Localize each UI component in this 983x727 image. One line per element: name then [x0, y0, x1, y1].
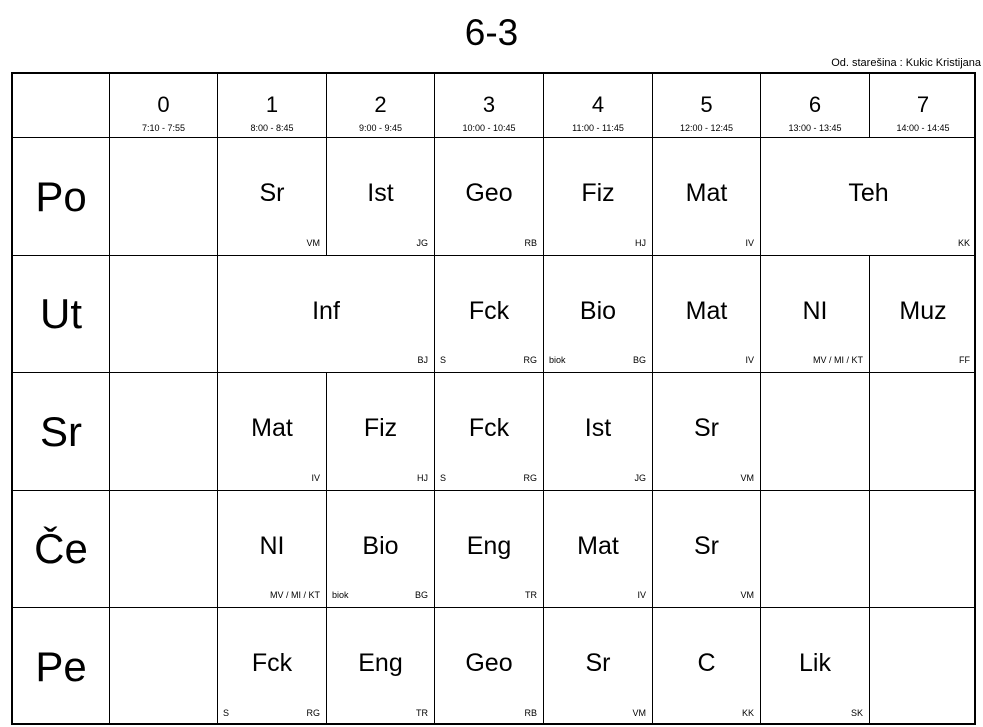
lesson-subject: NI	[259, 532, 285, 560]
lesson-cell[interactable]	[653, 138, 761, 256]
lesson-teacher: RB	[524, 238, 537, 248]
period-time: 8:00 - 8:45	[250, 123, 294, 133]
lesson-teacher: RG	[523, 355, 537, 365]
lesson-cell[interactable]	[544, 256, 653, 373]
period-header	[544, 74, 653, 138]
lesson-subject: Fck	[468, 297, 510, 325]
empty-cell	[110, 608, 218, 725]
lesson-cell[interactable]	[218, 138, 327, 256]
lesson-subject: Geo	[465, 649, 513, 677]
lesson-cell[interactable]	[761, 138, 976, 256]
lesson-cell[interactable]	[218, 373, 327, 491]
lesson-note: biok	[549, 355, 566, 365]
period-number: 6	[808, 92, 822, 117]
lesson-subject: NI	[802, 297, 828, 325]
period-number: 5	[700, 92, 713, 117]
lesson-teacher: BG	[632, 355, 646, 365]
lesson-subject: C	[697, 649, 716, 677]
page-title: 6-3	[464, 12, 519, 53]
lesson-teacher: JG	[416, 238, 428, 248]
lesson-cell[interactable]	[327, 138, 435, 256]
period-time: 9:00 - 9:45	[358, 123, 403, 133]
empty-cell	[761, 491, 870, 608]
period-time: 12:00 - 12:45	[679, 123, 734, 133]
lesson-teacher: KK	[741, 708, 754, 718]
lesson-teacher: VM	[740, 590, 754, 600]
period-header	[218, 74, 327, 138]
lesson-cell[interactable]	[435, 373, 544, 491]
lesson-teacher: MV / MI / KT	[269, 590, 320, 600]
empty-cell	[110, 256, 218, 373]
day-label: Sr	[40, 407, 82, 455]
period-number: 0	[157, 92, 170, 117]
period-number: 2	[374, 92, 387, 117]
lesson-subject: Fck	[251, 649, 293, 677]
lesson-note: biok	[332, 590, 349, 600]
period-header	[110, 74, 218, 138]
lesson-teacher: JG	[634, 473, 646, 483]
lesson-teacher: RB	[524, 708, 537, 718]
period-header	[435, 74, 544, 138]
lesson-teacher: MV / MI / KT	[812, 355, 863, 365]
period-number: 3	[482, 92, 496, 117]
lesson-subject: Inf	[312, 297, 340, 325]
lesson-teacher: VM	[632, 708, 646, 718]
lesson-cell[interactable]	[435, 138, 544, 256]
lesson-teacher: IV	[637, 590, 646, 600]
lesson-note: S	[440, 473, 447, 483]
lesson-cell[interactable]	[653, 256, 761, 373]
lesson-cell[interactable]	[761, 256, 870, 373]
lesson-cell[interactable]	[653, 373, 761, 491]
lesson-cell[interactable]	[327, 491, 435, 608]
lesson-teacher: RG	[306, 708, 320, 718]
period-header	[870, 74, 976, 138]
lesson-cell[interactable]	[761, 608, 870, 725]
lesson-cell[interactable]	[653, 491, 761, 608]
lesson-subject: Ist	[367, 179, 394, 207]
lesson-subject: Fiz	[363, 414, 398, 442]
period-time: 14:00 - 14:45	[896, 123, 950, 133]
lesson-teacher: HJ	[635, 238, 646, 248]
lesson-subject: Sr	[694, 414, 719, 442]
lesson-subject: Geo	[465, 179, 513, 207]
period-header	[327, 74, 435, 138]
lesson-subject: Sr	[694, 532, 719, 560]
empty-cell	[870, 373, 976, 491]
lesson-teacher: IV	[311, 473, 320, 483]
lesson-teacher: FF	[959, 355, 970, 365]
lesson-teacher: VM	[740, 473, 754, 483]
lesson-subject: Muz	[899, 297, 947, 325]
lesson-teacher: IV	[745, 238, 754, 248]
lesson-cell[interactable]	[435, 256, 544, 373]
lesson-cell[interactable]	[544, 138, 653, 256]
day-label: Ut	[40, 290, 82, 337]
lesson-teacher: BJ	[417, 355, 428, 365]
empty-cell	[110, 138, 218, 256]
lesson-teacher: VM	[306, 238, 320, 248]
period-header	[761, 74, 870, 138]
lesson-note: S	[223, 708, 230, 718]
lesson-subject: Mat	[577, 532, 619, 560]
lesson-teacher: HJ	[417, 473, 428, 483]
lesson-subject: Ist	[584, 414, 612, 442]
lesson-cell[interactable]	[544, 491, 653, 608]
lesson-cell[interactable]	[544, 373, 653, 491]
empty-cell	[110, 373, 218, 491]
lesson-subject: Fiz	[581, 179, 615, 207]
lesson-cell[interactable]	[218, 256, 435, 373]
day-label-cell	[13, 138, 110, 256]
lesson-cell[interactable]	[327, 608, 435, 725]
timetable-grid	[11, 72, 976, 725]
period-number: 7	[916, 92, 930, 117]
empty-cell	[870, 491, 976, 608]
lesson-subject: Teh	[848, 179, 889, 207]
period-time: 10:00 - 10:45	[462, 123, 516, 133]
lesson-teacher: TR	[525, 590, 537, 600]
lesson-teacher: RG	[523, 473, 537, 483]
lesson-subject: Sr	[259, 179, 285, 207]
day-label-cell	[13, 256, 110, 373]
lesson-cell[interactable]	[435, 491, 544, 608]
period-time: 13:00 - 13:45	[788, 123, 842, 133]
lesson-subject: Eng	[466, 532, 512, 560]
lesson-teacher: KK	[957, 238, 970, 248]
class-teacher: Od. starešina : Kukic Kristijana	[831, 57, 981, 69]
day-label: Po	[35, 172, 87, 220]
lesson-teacher: BG	[414, 590, 428, 600]
lesson-subject: Mat	[685, 297, 728, 325]
period-number: 1	[265, 92, 279, 117]
lesson-subject: Lik	[799, 649, 831, 677]
day-label-cell	[13, 373, 110, 491]
day-label-cell	[13, 491, 110, 608]
period-header	[653, 74, 761, 138]
lesson-subject: Mat	[685, 179, 728, 207]
period-time: 11:00 - 11:45	[572, 123, 624, 133]
lesson-cell[interactable]	[653, 608, 761, 725]
corner-cell	[13, 74, 110, 138]
lesson-subject: Eng	[358, 649, 403, 677]
lesson-subject: Fck	[468, 414, 510, 442]
lesson-teacher: IV	[745, 355, 754, 365]
lesson-teacher: SK	[850, 708, 863, 718]
lesson-cell[interactable]	[435, 608, 544, 725]
lesson-note: S	[440, 355, 447, 365]
lesson-cell[interactable]	[870, 256, 976, 373]
empty-cell	[110, 491, 218, 608]
lesson-cell[interactable]	[218, 491, 327, 608]
day-label: Če	[34, 525, 88, 572]
period-time: 7:10 - 7:55	[141, 123, 186, 133]
period-number: 4	[591, 92, 605, 117]
lesson-cell[interactable]	[544, 608, 653, 725]
lesson-cell[interactable]	[218, 608, 327, 725]
empty-cell	[761, 373, 870, 491]
day-label: Pe	[35, 642, 87, 690]
lesson-subject: Bio	[579, 297, 617, 325]
lesson-teacher: TR	[416, 708, 428, 718]
lesson-subject: Sr	[585, 649, 611, 677]
empty-cell	[870, 608, 976, 725]
lesson-cell[interactable]	[327, 373, 435, 491]
day-label-cell	[13, 608, 110, 725]
lesson-subject: Bio	[362, 532, 399, 560]
lesson-subject: Mat	[251, 414, 293, 442]
